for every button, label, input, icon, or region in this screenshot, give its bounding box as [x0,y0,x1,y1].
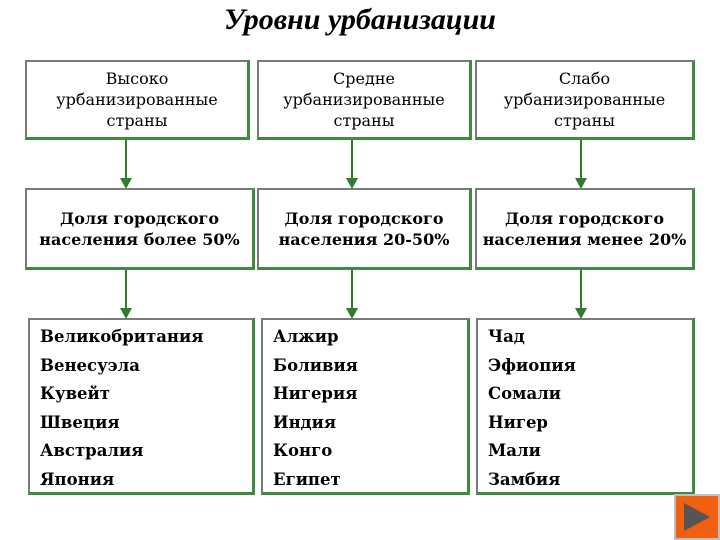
share-box-mid [257,188,472,270]
share-label-low: Доля городского населения менее 20% [482,208,687,249]
list-item: Швеция [40,412,120,432]
next-slide-button[interactable] [674,494,720,540]
category-box-low [475,60,695,140]
list-item: Боливия [273,355,358,375]
list-item: Чад [488,327,525,346]
country-list-low [476,318,695,495]
category-label-high: Высоко урбанизированные страны [56,69,218,130]
list-item: Венесуэла [40,355,140,375]
country-list-mid [261,318,470,495]
share-box-high [25,188,255,270]
category-label-mid: Средне урбанизированные страны [283,69,445,130]
list-item: Мали [488,441,541,460]
list-item: Алжир [273,327,339,346]
share-label-mid: Доля городского населения 20-50% [278,208,450,249]
page-title: Уровни урбанизации [224,3,496,36]
list-item: Египет [273,469,341,489]
list-item: Конго [273,441,333,460]
share-label-high: Доля городского населения более 50% [39,208,240,249]
list-item: Япония [40,469,115,489]
list-item: Сомали [488,384,562,403]
category-box-mid [257,60,472,140]
list-item: Нигерия [273,384,358,403]
list-item: Нигер [488,412,548,432]
list-item: Великобритания [40,327,204,346]
category-box-high [25,60,250,140]
category-label-low: Слабо урбанизированные страны [503,69,666,130]
list-item: Эфиопия [488,355,576,375]
list-item: Замбия [488,469,561,489]
list-item: Австралия [40,441,144,460]
country-list-high [28,318,255,495]
play-triangle-icon [684,503,710,531]
list-item: Кувейт [40,384,110,403]
share-box-low [475,188,695,270]
list-item: Индия [273,412,337,432]
